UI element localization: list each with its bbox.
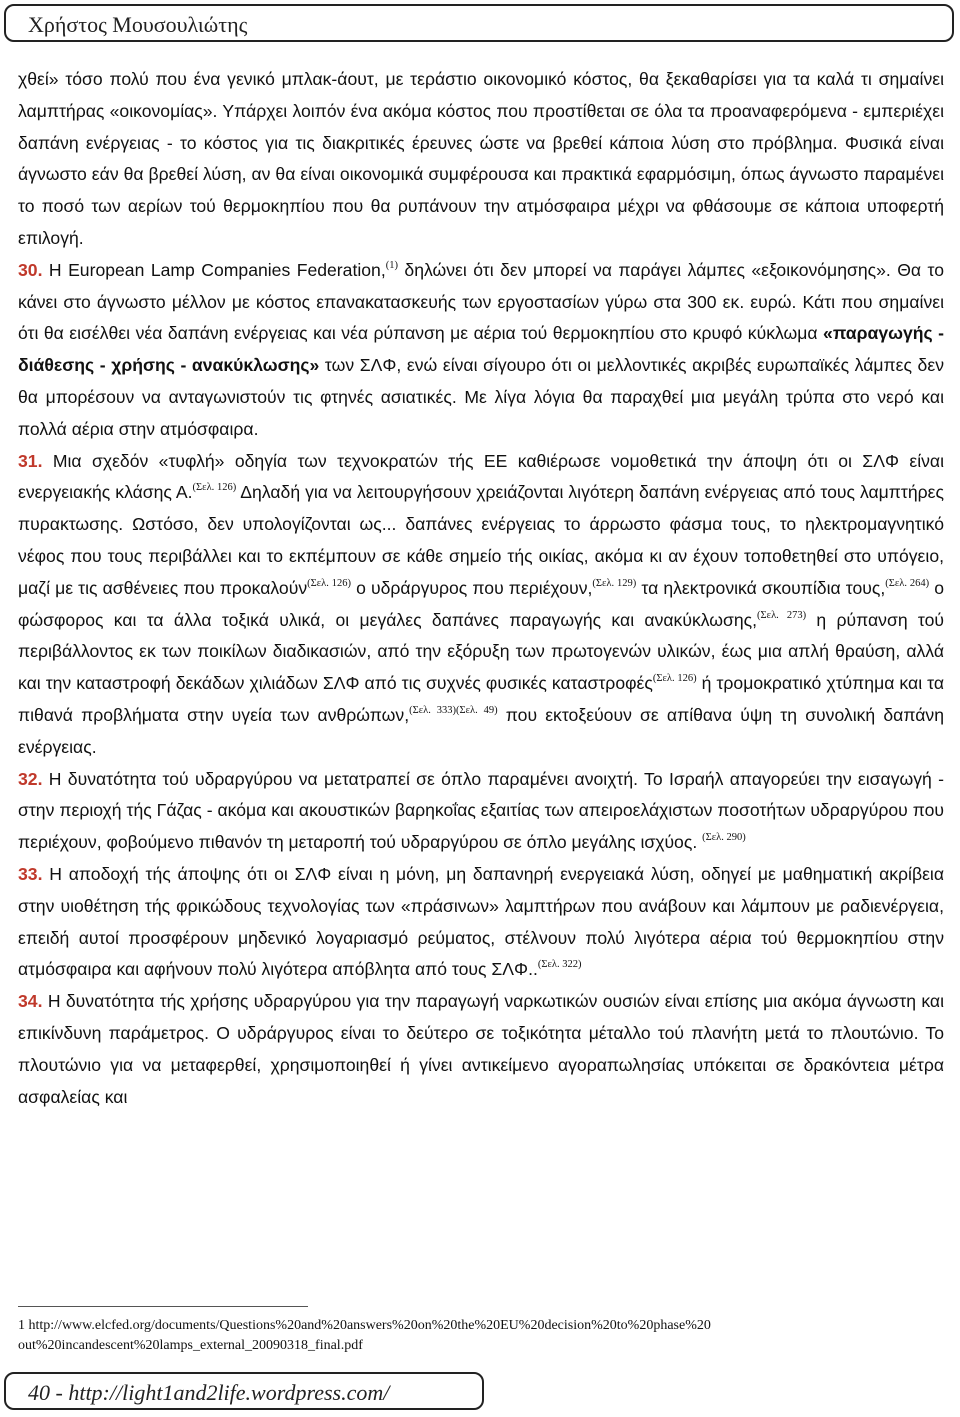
paragraph-31 [18, 446, 944, 764]
paragraph-text: Η δυνατότητα τής χρήσης υδραργύρου για την παραγωγή ναρκωτικών ουσιών είναι επίσης μια ακόμα άγνωστη και επικίνδυνη παράμετρος. Ο υδράργυρος είναι το δεύτερο σε τοξικότητα μέταλλο τού πλανήτη μετά το πλουτώνιο. Το πλουτώνιο για να μεταφερθεί, χρησιμοποιηθεί ή γίνει αντικείμενο αγοραπωλησίας υπόκειται σε δρακόντεια μέτρα ασφαλείας και [18, 991, 944, 1107]
paragraph-number: 31. [18, 450, 43, 471]
paragraph-number: 30. [18, 259, 43, 280]
paragraph-text: η ρύπανση τού περιβάλλοντος εκ των ποικίλων διαδικασιών, από την εξόρυξη των πρωτογενών υλικών, έως μια απλή θραύση, αλλά και την καταστροφή δεκάδων χιλιάδων ΣΛΦ από τις συχνές φυσικές καταστροφές [18, 609, 945, 694]
paragraph-text: Η European Lamp Companies Federation, [42, 259, 386, 280]
paragraph-text: Δηλαδή για να λειτουργήσουν χρειάζονται λιγότερη δαπάνη ενέργειας από τους λαμπτήρες πυρακτωσης. Ωστόσο, δεν υπολογίζονται ως... δαπάνες ενέργειας το άρρωστο φάσμα τους, το ηλεκτρομαγνητικό νέφος που τους περιβάλλει και το εκπέμπουν σε κάθε σημείο τής οικίας, ακόμα κι αν έχουν τοποθετηθεί στο υπόγειο, μαζί με τις ασθένειες που προκαλούν [18, 482, 944, 598]
paragraph-intro [18, 64, 944, 255]
running-footer [4, 1372, 484, 1410]
paragraph-number: 34. [18, 991, 43, 1012]
paragraph-text: Η αποδοχή τής άποψης ότι οι ΣΛΦ είναι η μόνη, μη δαπανηρή ενεργειακά λύση, οδηγεί με μαθηματική ακρίβεια στην υιοθέτηση τής φρικώδους τεχνολογίας των «πράσινων» λαμπτήρων που ανάβουν και λάμπουν με ραδιενέργεια, επειδή αυτοί προσφέρουν μηδενικό λογαριασμό ρεύματος, στέλνουν πολύ λιγότερα αέρια τού θερμοκηπίου στην ατμόσφαιρα και αφήνουν πολύ λιγότερα απόβλητα από τους ΣΛΦ.. [18, 863, 944, 980]
running-header [4, 4, 954, 42]
footer-page-url: 40 - http://light1and2life.wordpress.com/ [28, 1380, 390, 1405]
paragraph-number: 32. [18, 768, 43, 789]
bold-phrase: «παραγωγής - διάθεσης - χρήσης - ανακύκλωσης» [18, 323, 944, 376]
page-ref: (Σελ. 129) [592, 577, 637, 589]
paragraph-text: ο φώσφορος και τα άλλα τοξικά υλικά, οι μεγάλες δαπάνες παραγωγής και ανακύκλωσης, [18, 577, 945, 630]
paragraph-text: Μια σχεδόν «τυφλή» οδηγία των τεχνοκρατών τής ΕΕ καθιέρωσε νομοθετικά την άποψη ότι οι ΣΛΦ είναι ενεργειακής κλάσης Α. [18, 450, 944, 503]
page-ref: (Σελ. 290) [702, 832, 746, 844]
paragraph-text: που εκτοξεύουν σε απίθανα ύψη τη συνολική δαπάνη ενέργειας. [18, 704, 944, 757]
footnote-ref: (1) [385, 259, 398, 271]
paragraph-text: τα ηλεκτρονικά σκουπίδια τους, [636, 577, 886, 598]
footnote: 1 http://www.elcfed.org/documents/Questions%20and%20answers%20on%20the%20EU%20decision%20to%20phase%20 out%20incandescent%20lamps_external_20090318_final.pdf [18, 1318, 711, 1353]
page-ref: (Σελ. 333)(Σελ. 49) [409, 704, 498, 716]
page-ref: (Σελ. 126) [307, 577, 351, 589]
paragraph-34 [18, 986, 944, 1113]
paragraph-text: ή τρομοκρατικό χτύπημα και τα πιθανά προβλήματα στην υγεία των ανθρώπων, [18, 673, 945, 725]
paragraph-number: 33. [18, 863, 43, 884]
page-ref: (Σελ. 126) [652, 673, 697, 685]
paragraph-text: των ΣΛΦ, ενώ είναι σίγουρο ότι οι μελλοντικές ακριβές ευρωπαϊκές λάμπες δεν θα μπορέσουν να ανταγωνιστούν τις φτηνές ασιατικές. Με λίγα λόγια θα παραχθεί μια μεγάλη τρύπα στο νερό και πολλά αέρια στην ατμόσφαιρα. [18, 355, 944, 439]
paragraph-text: ο υδράργυρος που περιέχουν, [350, 577, 593, 598]
page-ref: (Σελ. 273) [757, 609, 807, 621]
paragraph-text: Η δυνατότητα τού υδραργύρου να μετατραπεί σε όπλο παραμένει ανοιχτή. Το Ισραήλ απαγορεύει την εισαγωγή - στην περιοχή τής Γάζας - ακόμα και ακουστικών βαρηκοΐας εξαιτίας των απειροελάχιστων ποσοτήτων υδραργύρου που περιέχουν, φοβούμενο πιθανόν τη μεταροπή τού υδραργύρου σε όπλο μεγάλης ισχύος. [18, 768, 944, 853]
paragraph-30 [18, 255, 944, 446]
paragraph-33 [18, 859, 944, 986]
header-author-name: Χρήστος Μουσουλιώτης [28, 12, 248, 37]
paragraph-32 [18, 764, 944, 859]
body-text [18, 64, 944, 1113]
page-ref: (Σελ. 126) [192, 482, 237, 494]
footnote-divider [18, 1306, 308, 1307]
page-ref: (Σελ. 264) [885, 577, 930, 589]
paragraph-text: δηλώνει ότι δεν μπορεί να παράγει λάμπες «εξοικονόμησης». Θα το κάνει στο άγνωστο μέλλον με κόστος επανακατασκευής των εργοστασίων γύρω στα 300 εκ. ευρώ. Κάτι που σημαίνει ότι θα εισέλθει νέα δαπάνη ενέργειας και νέα ρύπανση με αέρια τού θερμοκηπίου στο κρυφό κύκλωμα [18, 259, 945, 344]
page-ref: (Σελ. 322) [537, 959, 582, 971]
paragraph-text: χθεί» τόσο πολύ που ένα γενικό μπλακ-άουτ, με τεράστιο οικονομικό κόστος, θα ξεκαθαρίσει για τα καλά τι σημαίνει λαμπτήρας «οικονομίας». Υπάρχει λοιπόν ένα ακόμα κόστος που προστίθεται σε όλα τα προαναφερόμενα - εμπεριέχει δαπάνη ενέργειας - το κόστος για τις διακριτικές έρευνες ώστε να βρεθεί κάποια λύση στο πρόβλημα. Φυσικά είναι άγνωστο εάν θα βρεθεί λύση, αν θα είναι οικονομικά συμφέρουσα και πρακτικά εφαρμόσιμη, όπως άγνωστο παραμένει το ποσό των αερίων τού θερμοκηπίου που θα ρυπάνουν την ατμόσφαιρα μέχρι να φθάσουμε σε κάποια υποφερτή επιλογή. [18, 69, 944, 248]
